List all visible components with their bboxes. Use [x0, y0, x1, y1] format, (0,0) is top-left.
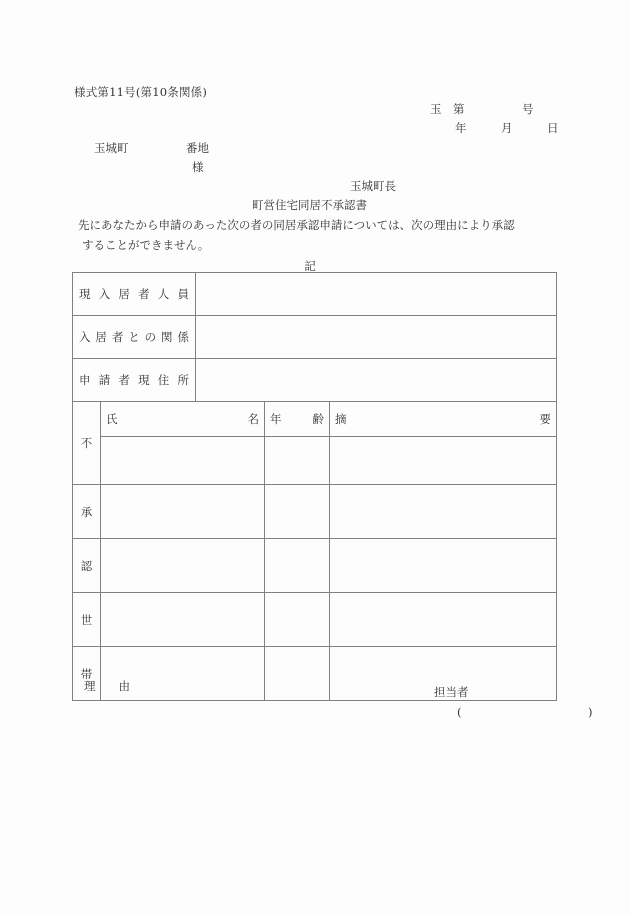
row-value-current-residents[interactable]: [196, 273, 557, 316]
cell-age[interactable]: [265, 437, 330, 485]
label-char: 現: [138, 373, 150, 387]
cell-name[interactable]: [101, 539, 265, 593]
table-row: [73, 316, 557, 359]
label-char: 者: [118, 373, 130, 387]
label-char: 居: [95, 330, 107, 344]
form-table: [72, 272, 557, 701]
header-chars: [106, 411, 259, 427]
cell-age[interactable]: [265, 593, 330, 647]
addressee-honorific: 様: [192, 160, 204, 174]
label-char: 入: [79, 330, 91, 344]
label-char: 請: [98, 373, 111, 387]
vertical-label-char-2: 承: [73, 485, 101, 539]
form-number: 様式第11号(第10条関係): [74, 85, 208, 99]
addressee-address: 玉城町 番地: [94, 141, 209, 155]
reason-label: 理 由: [84, 679, 130, 693]
label-char: 関: [161, 330, 173, 344]
table-row: [73, 485, 557, 539]
cell-remarks[interactable]: [330, 593, 557, 647]
row-label-relationship: [73, 316, 196, 359]
table-header-row: [73, 402, 557, 437]
header-chars: [270, 411, 324, 427]
label-char: 人: [157, 287, 170, 301]
column-header-age: [265, 402, 330, 437]
vertical-label-char-5: 帯: [73, 647, 101, 701]
cell-age[interactable]: [265, 485, 330, 539]
date-line: 年 月 日: [455, 121, 559, 135]
header-chars: [335, 411, 551, 427]
issuer-name: 玉城町長: [350, 179, 396, 193]
label-char: 員: [177, 287, 189, 301]
label-char: と: [128, 330, 140, 344]
table-row: [73, 593, 557, 647]
cell-remarks[interactable]: [330, 539, 557, 593]
label-char: 係: [177, 330, 189, 344]
label-char: 入: [98, 287, 111, 301]
header-char: 氏: [106, 412, 118, 426]
header-char: 名: [247, 412, 259, 426]
label-char: 者: [138, 287, 150, 301]
label-char: 居: [118, 287, 130, 301]
column-header-name: [101, 402, 265, 437]
label-chars: [79, 286, 189, 302]
body-text-line-1: 先にあなたから申請のあった次の者の同居承認申請については、次の理由により承認: [78, 218, 515, 232]
cell-age[interactable]: [265, 539, 330, 593]
header-char: 齢: [312, 412, 324, 426]
cell-name[interactable]: [101, 593, 265, 647]
body-text-line-2: することができません。: [82, 238, 210, 252]
staff-name-field[interactable]: ( ): [457, 705, 593, 719]
staff-label: 担当者: [434, 685, 469, 699]
label-char: 現: [79, 287, 91, 301]
row-value-relationship[interactable]: [196, 316, 557, 359]
label-chars: [79, 372, 189, 388]
vertical-label-char-1: 不: [73, 402, 101, 485]
table-row: [73, 273, 557, 316]
header-char: 摘: [335, 412, 347, 426]
label-char: 者: [111, 330, 124, 344]
row-value-applicant-address[interactable]: [196, 359, 557, 402]
vertical-label-char-4: 世: [73, 593, 101, 647]
label-char: 住: [157, 373, 170, 387]
label-char: 申: [79, 373, 91, 387]
table-row: [73, 437, 557, 485]
table-row: [73, 359, 557, 402]
header-char: 年: [270, 412, 282, 426]
cell-remarks[interactable]: [330, 485, 557, 539]
row-label-applicant-address: [73, 359, 196, 402]
cell-age[interactable]: [265, 647, 330, 701]
row-label-current-residents: [73, 273, 196, 316]
cell-remarks[interactable]: [330, 437, 557, 485]
memo-mark: 記: [304, 259, 316, 273]
document-title: 町営住宅同居不承認書: [252, 198, 367, 212]
label-char: の: [144, 330, 157, 344]
vertical-label-char-3: 認: [73, 539, 101, 593]
document-number-line: 玉 第 号: [430, 102, 534, 116]
table-row: [73, 539, 557, 593]
label-char: 所: [177, 373, 189, 387]
header-char: 要: [539, 412, 552, 426]
table-row: [73, 647, 557, 701]
cell-name[interactable]: [101, 437, 265, 485]
column-header-remarks: [330, 402, 557, 437]
label-chars: [79, 329, 189, 345]
cell-name[interactable]: [101, 485, 265, 539]
